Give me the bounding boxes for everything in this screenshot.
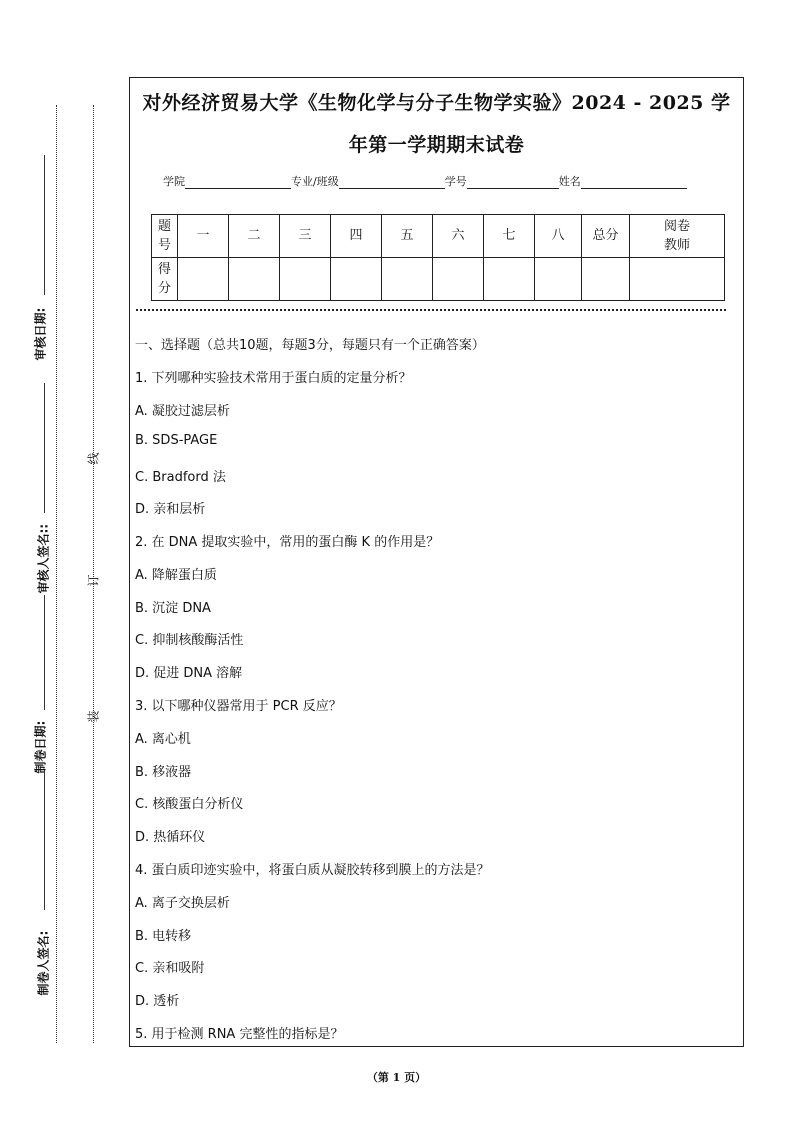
binding-dotted-line-left (56, 105, 57, 1043)
score-row-label: 得分 (152, 258, 178, 301)
score-cell-total[interactable] (582, 258, 630, 301)
student-id-label: 学号 (444, 175, 467, 188)
question-1-stem: 1. 下列哪种实验技术常用于蛋白质的定量分析？ (135, 371, 412, 386)
score-cell-grader[interactable] (630, 258, 725, 301)
question-2-option-c: C. 抑制核酸酶活性 (135, 633, 244, 648)
question-2-option-b: B. 沉淀 DNA (135, 601, 211, 616)
make-date-blank (44, 595, 45, 710)
score-header-total: 总分 (582, 215, 630, 258)
exam-title-line2: 年第一学期期末试卷 (348, 134, 525, 156)
name-label: 姓名 (558, 175, 581, 188)
question-2-stem: 2. 在 DNA 提取实验中，常用的蛋白酶 K 的作用是？ (135, 535, 440, 550)
header-separator-dotted (136, 309, 726, 311)
question-4-option-d: D. 透析 (135, 994, 180, 1009)
major-class-blank[interactable] (339, 176, 445, 189)
make-date-label: 制卷日期: (33, 720, 48, 774)
question-4-option-a: A. 离子交换层析 (135, 896, 230, 911)
maker-signature-blank (44, 770, 45, 910)
audit-date-label: 审核日期: (33, 307, 48, 361)
binding-mark-zhuang: 装 (86, 710, 101, 723)
score-cell-8[interactable] (535, 258, 582, 301)
college-blank[interactable] (185, 176, 291, 189)
name-blank[interactable] (581, 176, 687, 189)
score-header-3: 三 (280, 215, 331, 258)
score-header-5: 五 (382, 215, 433, 258)
question-2-option-d: D. 促进 DNA 溶解 (135, 666, 243, 681)
score-header-4: 四 (331, 215, 382, 258)
score-header-grader: 阅卷教师 (630, 215, 725, 258)
section1-heading: 一、选择题（总共10题，每题3分，每题只有一个正确答案） (135, 338, 485, 353)
score-header-6: 六 (433, 215, 484, 258)
question-4-stem: 4. 蛋白质印迹实验中，将蛋白质从凝胶转移到膜上的方法是？ (135, 863, 490, 878)
question-3-option-b: B. 移液器 (135, 765, 192, 780)
score-header-question-no: 题号 (152, 215, 178, 258)
student-id-blank[interactable] (467, 176, 559, 189)
student-info-row (163, 173, 723, 189)
score-cell-2[interactable] (229, 258, 280, 301)
score-header-7: 七 (484, 215, 535, 258)
question-1-option-b: B. SDS-PAGE (135, 433, 218, 448)
auditor-signature-blank (44, 383, 45, 513)
question-3-option-a: A. 离心机 (135, 732, 191, 747)
question-1-option-c: C. Bradford 法 (135, 470, 226, 485)
score-cell-3[interactable] (280, 258, 331, 301)
question-3-option-d: D. 热循环仪 (135, 830, 206, 845)
question-2-option-a: A. 降解蛋白质 (135, 568, 217, 583)
auditor-signature-label: 审核人签名:: (36, 523, 51, 594)
question-1-option-a: A. 凝胶过滤层析 (135, 404, 230, 419)
question-5-stem: 5. 用于检测 RNA 完整性的指标是？ (135, 1027, 344, 1042)
score-cell-6[interactable] (433, 258, 484, 301)
score-cell-7[interactable] (484, 258, 535, 301)
question-3-stem: 3. 以下哪种仪器常用于 PCR 反应？ (135, 699, 342, 714)
page-number: （第 1 页） (366, 1071, 427, 1084)
audit-date-blank (44, 155, 45, 295)
question-4-option-b: B. 电转移 (135, 929, 192, 944)
score-cell-5[interactable] (382, 258, 433, 301)
college-label: 学院 (163, 175, 185, 188)
score-table (151, 214, 725, 301)
maker-signature-label: 制卷人签名: (36, 930, 51, 996)
question-3-option-c: C. 核酸蛋白分析仪 (135, 797, 244, 812)
binding-mark-line: 线 (86, 452, 101, 465)
score-header-1: 一 (178, 215, 229, 258)
score-header-8: 八 (535, 215, 582, 258)
question-1-option-d: D. 亲和层析 (135, 502, 206, 517)
score-cell-4[interactable] (331, 258, 382, 301)
score-header-2: 二 (229, 215, 280, 258)
binding-mark-ding: 订 (86, 574, 101, 587)
score-cell-1[interactable] (178, 258, 229, 301)
exam-title-line1: 对外经济贸易大学《生物化学与分子生物学实验》2024 - 2025 学 (142, 92, 731, 114)
major-class-label: 专业/班级 (291, 175, 339, 188)
question-4-option-c: C. 亲和吸附 (135, 961, 205, 976)
